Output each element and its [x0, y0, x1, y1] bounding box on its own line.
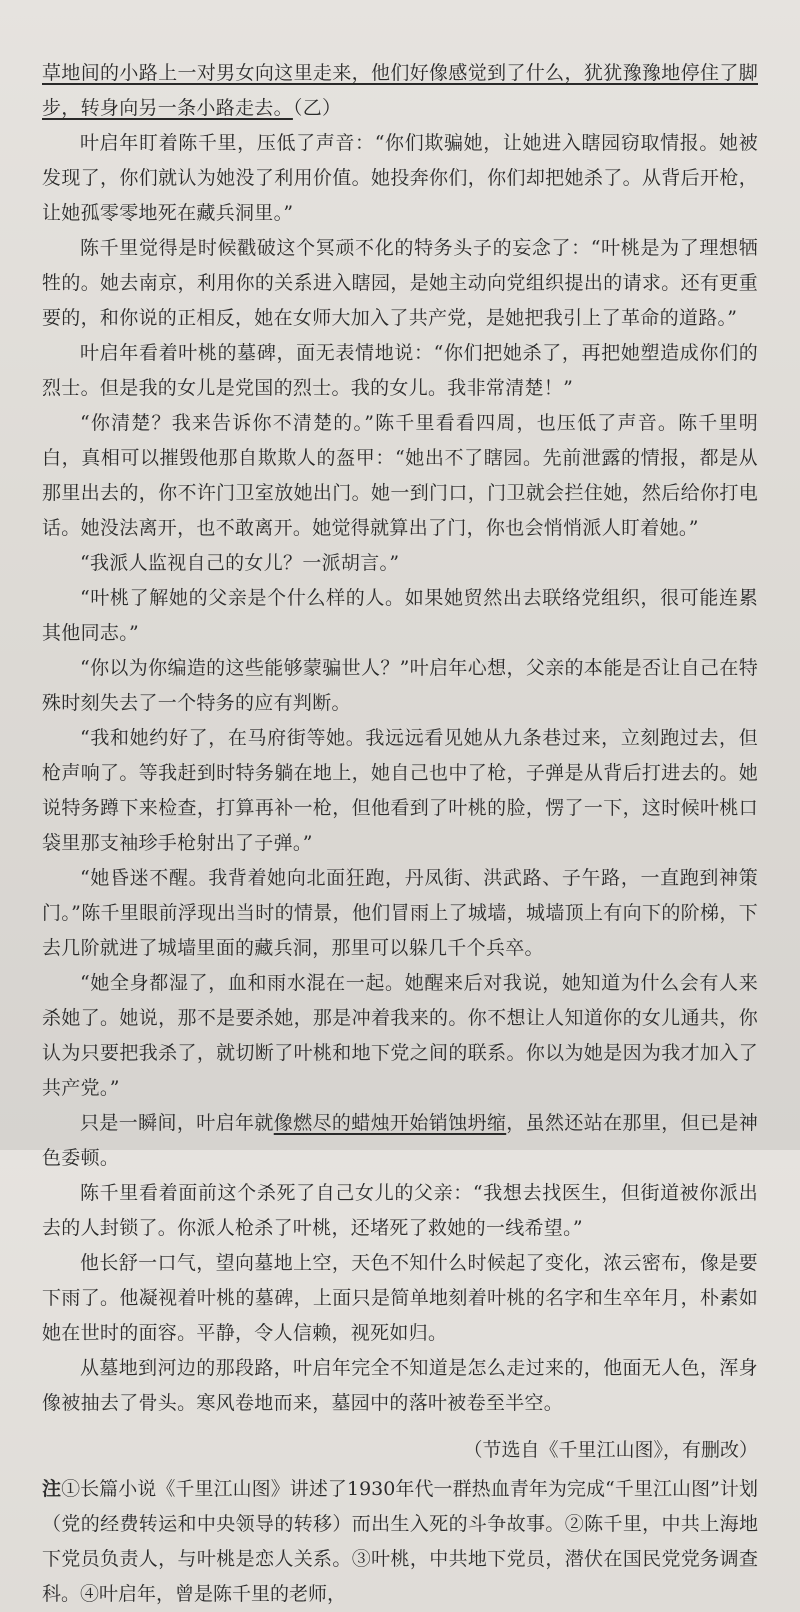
paragraph: “叶桃了解她的父亲是个什么样的人。如果她贸然出去联络党组织，很可能连累其他同志。” — [42, 587, 758, 644]
underlined-phrase: 像燃尽的蜡烛开始销蚀坍缩 — [273, 1112, 507, 1134]
paragraph: 叶启年盯着陈千里，压低了声音：“你们欺骗她，让她进入瞎园窃取情报。她被发现了，你们就认为她没了利用价值。她投奔你们，你们却把她杀了。从背后开枪，让她孤零零地死在藏兵洞里。” — [42, 132, 758, 224]
source-citation: （节选自《千里江山图》，有删改） — [463, 1439, 758, 1461]
paragraph-before: 只是一瞬间，叶启年就 — [80, 1112, 274, 1134]
footnote — [42, 1472, 758, 1612]
paragraph: “你清楚？我来告诉你不清楚的。”陈千里看看四周，也压低了声音。陈千里明白，真相可以摧毁他那自欺欺人的盔甲：“她出不了瞎园。先前泄露的情报，都是从那里出去的，你不许门卫室放她出门。她一到门口，门卫就会拦住她，然后给你打电话。她没法离开，也不敢离开。她觉得就算出了门，你也会悄悄派人盯着她。” — [42, 412, 758, 539]
paragraph: 陈千里觉得是时候戳破这个冥顽不化的特务头子的妄念了：“叶桃是为了理想牺牲的。她去南京，利用你的关系进入瞎园，是她主动向党组织提出的请求。还有更重要的，和你说的正相反，她在女师大加入了共产党，是她把我引上了革命的道路。” — [42, 237, 758, 329]
paragraph: “我派人监视自己的女儿？一派胡言。” — [80, 552, 400, 574]
footnote-label: 注 — [42, 1478, 62, 1500]
intro-marker: （乙） — [292, 97, 342, 119]
paragraph: 叶启年看着叶桃的墓碑，面无表情地说：“你们把她杀了，再把她塑造成你们的烈士。但是我的女儿是党国的烈士。我的女儿。我非常清楚！” — [42, 342, 758, 399]
paragraph-after: ，虽然还站在那里，但已是神色委顿。 — [42, 1112, 758, 1169]
paragraph: “我和她约好了，在马府街等她。我远远看见她从九条巷过来，立刻跑过去，但枪声响了。等我赶到时特务躺在地上，她自己也中了枪，子弹是从背后打进去的。她说特务蹲下来检查，打算再补一枪，但他看到了叶桃的脸，愣了一下，这时候叶桃口袋里那支袖珍手枪射出了子弹。” — [42, 727, 758, 854]
paragraph-underlined — [42, 1106, 758, 1176]
paragraph: 从墓地到河边的那段路，叶启年完全不知道是怎么走过来的，他面无人色，浑身像被抽去了骨头。寒风卷地而来，墓园中的落叶被卷至半空。 — [42, 1357, 758, 1414]
paragraph: “她昏迷不醒。我背着她向北面狂跑，丹凤街、洪武路、子午路，一直跑到神策门。”陈千里眼前浮现出当时的情景，他们冒雨上了城墙，城墙顶上有向下的阶梯，下去几阶就进了城墙里面的藏兵洞，那里可以躲几千个兵卒。 — [42, 867, 758, 959]
paragraph: 他长舒一口气，望向墓地上空，天色不知什么时候起了变化，浓云密布，像是要下雨了。他凝视着叶桃的墓碑，上面只是简单地刻着叶桃的名字和生卒年月，朴素如她在世时的面容。平静，令人信赖，视死如归。 — [42, 1252, 758, 1344]
paragraph-intro — [42, 56, 758, 126]
paragraph: “她全身都湿了，血和雨水混在一起。她醒来后对我说，她知道为什么会有人来杀她了。她说，那不是要杀她，那是冲着我来的。你不想让人知道你的女儿通共，你认为只要把我杀了，就切断了叶桃和地下党之间的联系。你以为她是因为我才加入了共产党。” — [42, 972, 758, 1099]
paragraph: 陈千里看着面前这个杀死了自己女儿的父亲：“我想去找医生，但街道被你派出去的人封锁了。你派人枪杀了叶桃，还堵死了救她的一线希望。” — [42, 1182, 758, 1239]
underlined-intro-text: 草地间的小路上一对男女向这里走来，他们好像感觉到了什么，犹犹豫豫地停住了脚步，转身向另一条小路走去。 — [42, 62, 758, 119]
footnote-text: ①长篇小说《千里江山图》讲述了1930年代一群热血青年为完成“千里江山图”计划（党的经费转运和中央领导的转移）而出生入死的斗争故事。②陈千里，中共上海地下党员负责人，与叶桃是恋人关系。③叶桃，中共地下党员，潜伏在国民党党务调查科。④叶启年，曾是陈千里的老师， — [42, 1478, 758, 1605]
paragraph: “你以为你编造的这些能够蒙骗世人？”叶启年心想，父亲的本能是否让自己在特殊时刻失去了一个特务的应有判断。 — [42, 657, 758, 714]
